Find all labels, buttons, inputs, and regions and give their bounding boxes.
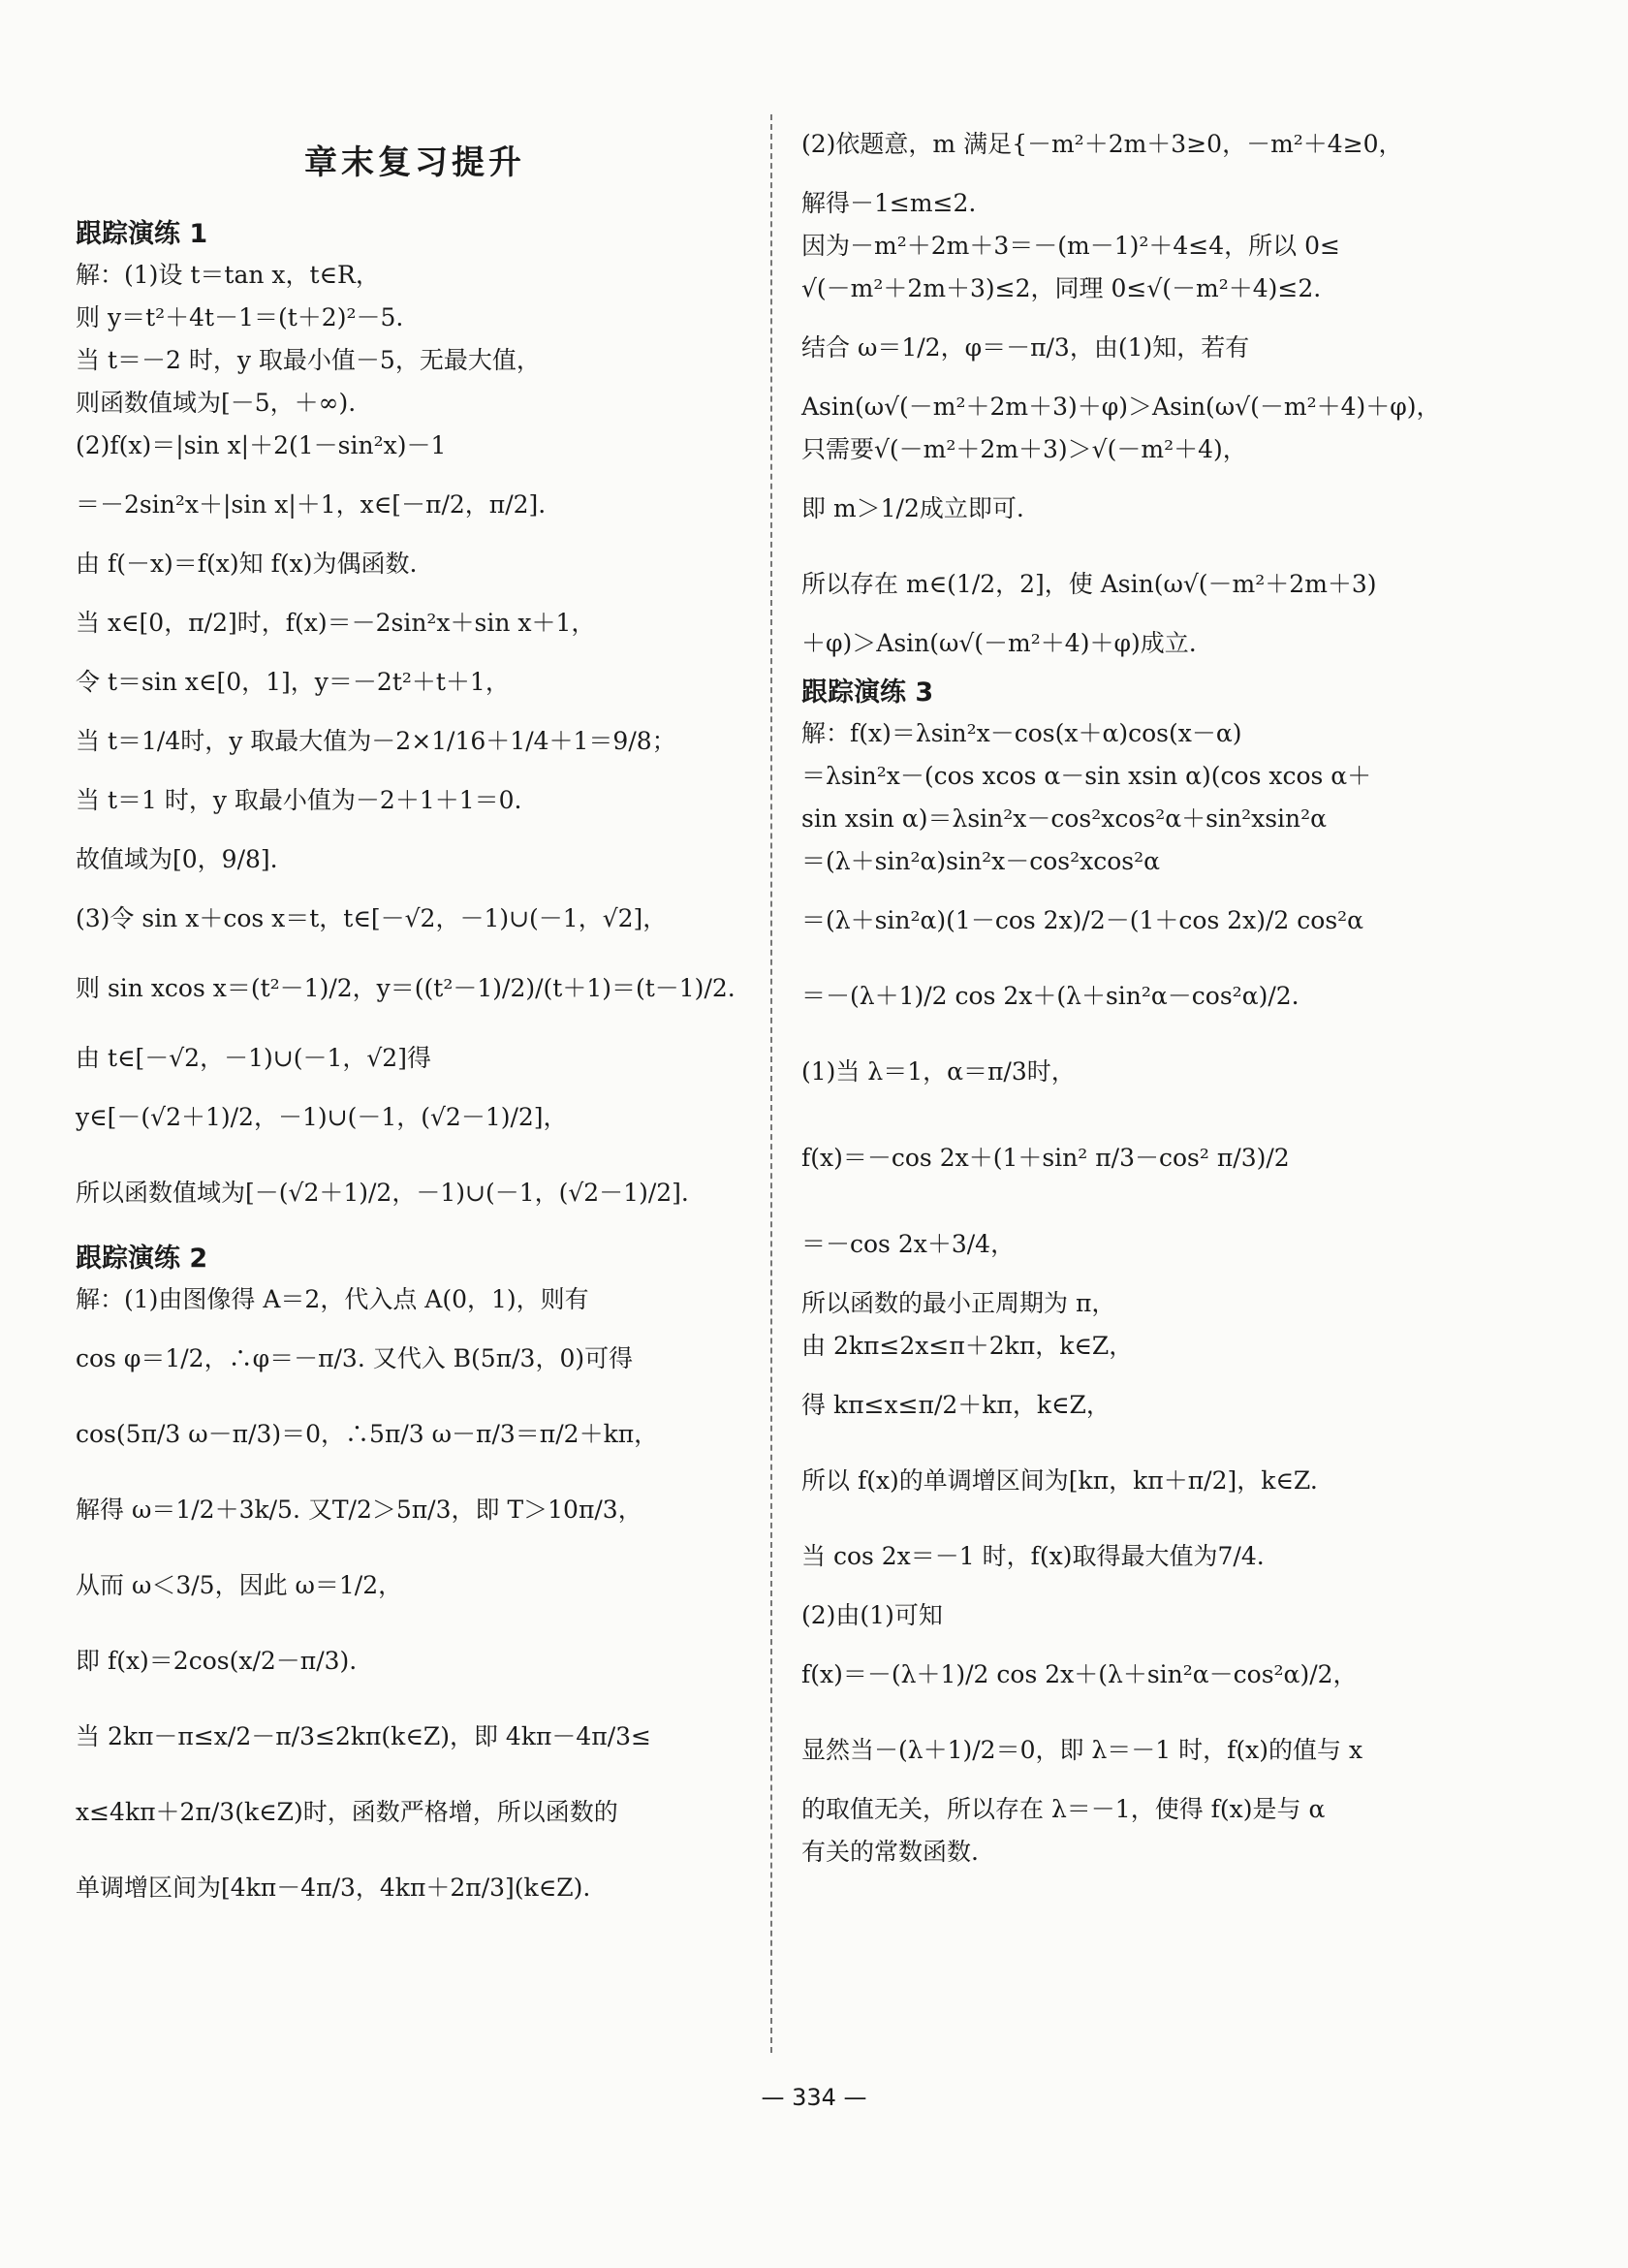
- text-line: 得 kπ≤x≤π/2＋kπ，k∈Z，: [801, 1391, 1111, 1419]
- text-line: 当 cos 2x＝－1 时，f(x)取得最大值为7/4.: [801, 1542, 1265, 1570]
- text-line: 结合 ω＝1/2，φ＝－π/3，由(1)知，若有: [801, 333, 1250, 362]
- text-line: 故值域为[0，9/8].: [76, 845, 278, 873]
- section-heading: 跟踪演练 2: [76, 1244, 208, 1274]
- text-line: ＝－cos 2x＋3/4，: [801, 1230, 1016, 1258]
- text-line: ＝λsin²x－(cos xcos α－sin xsin α)(cos xcos α＋: [801, 762, 1372, 790]
- section-heading: 跟踪演练 1: [76, 219, 208, 249]
- text-line: 所以 f(x)的单调增区间为[kπ，kπ＋π/2]，k∈Z.: [801, 1466, 1318, 1495]
- text-line: (2)f(x)＝|sin x|＋2(1－sin²x)－1: [76, 431, 447, 459]
- text-line: 解：(1)由图像得 A＝2，代入点 A(0，1)，则有: [76, 1285, 589, 1313]
- text-line: 即 f(x)＝2cos(x/2－π/3).: [76, 1647, 358, 1675]
- text-line: (1)当 λ＝1，α＝π/3时，: [801, 1057, 1076, 1086]
- text-line: cos φ＝1/2，∴φ＝－π/3. 又代入 B(5π/3，0)可得: [76, 1344, 634, 1372]
- text-line: y∈[－(√2＋1)/2，－1)∪(－1，(√2－1)/2]，: [76, 1103, 568, 1131]
- text-line: 当 x∈[0，π/2]时，f(x)＝－2sin²x＋sin x＋1，: [76, 609, 596, 637]
- text-line: sin xsin α)＝λsin²x－cos²xcos²α＋sin²xsin²α: [801, 804, 1328, 833]
- text-line: 显然当－(λ＋1)/2＝0，即 λ＝－1 时，f(x)的值与 x: [801, 1736, 1363, 1764]
- text-line: √(－m²＋2m＋3)≤2，同理 0≤√(－m²＋4)≤2.: [801, 274, 1322, 302]
- text-line: ＝－(λ＋1)/2 cos 2x＋(λ＋sin²α－cos²α)/2.: [801, 982, 1299, 1010]
- text-line: 即 m＞1/2成立即可.: [801, 494, 1024, 522]
- text-line: 因为－m²＋2m＋3＝－(m－1)²＋4≤4，所以 0≤: [801, 232, 1340, 260]
- text-line: 解：f(x)＝λsin²x－cos(x＋α)cos(x－α): [801, 719, 1242, 747]
- text-line: 解得 ω＝1/2＋3k/5. 又T/2＞5π/3，即 T＞10π/3，: [76, 1496, 642, 1524]
- text-line: 当 t＝1 时，y 取最小值为－2＋1＋1＝0.: [76, 786, 522, 814]
- text-line: 有关的常数函数.: [801, 1838, 979, 1866]
- column-divider: [770, 114, 772, 2053]
- text-line: 解：(1)设 t＝tan x，t∈R，: [76, 261, 380, 289]
- text-line: 所以存在 m∈(1/2，2]，使 Asin(ω√(－m²＋2m＋3): [801, 570, 1377, 598]
- left-column: [76, 107, 754, 1926]
- text-line: (2)依题意，m 满足{－m²＋2m＋3≥0，－m²＋4≥0，: [801, 130, 1403, 158]
- text-line: 只需要√(－m²＋2m＋3)＞√(－m²＋4)，: [801, 435, 1247, 463]
- text-line: 所以函数的最小正周期为 π，: [801, 1289, 1116, 1317]
- text-line: 单调增区间为[4kπ－4π/3，4kπ＋2π/3](k∈Z).: [76, 1874, 591, 1902]
- text-line: 由 2kπ≤2x≤π＋2kπ，k∈Z，: [801, 1332, 1134, 1360]
- text-line: 当 t＝1/4时，y 取最大值为－2×1/16＋1/4＋1＝9/8；: [76, 727, 676, 755]
- text-line: 由 f(－x)＝f(x)知 f(x)为偶函数.: [76, 550, 418, 578]
- text-line: (2)由(1)可知: [801, 1601, 943, 1629]
- text-line: Asin(ω√(－m²＋2m＋3)＋φ)＞Asin(ω√(－m²＋4)＋φ)，: [801, 393, 1441, 421]
- text-line: f(x)＝－cos 2x＋(1＋sin² π/3－cos² π/3)/2: [801, 1144, 1290, 1172]
- text-line: 则函数值域为[－5，＋∞).: [76, 389, 357, 417]
- page-title: 章末复习提升: [304, 143, 525, 182]
- text-line: 则 sin xcos x＝(t²－1)/2，y＝((t²－1)/2)/(t＋1)＝(t－1)/2.: [76, 974, 736, 1002]
- right-text: [801, 107, 1538, 1874]
- text-line: 当 2kπ－π≤x/2－π/3≤2kπ(k∈Z)，即 4kπ－4π/3≤: [76, 1722, 652, 1750]
- text-line: 所以函数值域为[－(√2＋1)/2，－1)∪(－1，(√2－1)/2].: [76, 1179, 689, 1207]
- text-line: ＝－2sin²x＋|sin x|＋1，x∈[－π/2，π/2].: [76, 490, 547, 519]
- text-line: 的取值无关，所以存在 λ＝－1，使得 f(x)是与 α: [801, 1795, 1326, 1823]
- text-line: f(x)＝－(λ＋1)/2 cos 2x＋(λ＋sin²α－cos²α)/2，: [801, 1660, 1358, 1688]
- text-line: (3)令 sin x＋cos x＝t，t∈[－√2，－1)∪(－1，√2]，: [76, 904, 668, 932]
- text-line: 解得－1≤m≤2.: [801, 189, 977, 217]
- text-line: 当 t＝－2 时，y 取最小值－5，无最大值，: [76, 346, 541, 374]
- section-heading: 跟踪演练 3: [801, 677, 934, 708]
- text-line: 令 t＝sin x∈[0，1]，y＝－2t²＋t＋1，: [76, 668, 510, 696]
- text-line: 由 t∈[－√2，－1)∪(－1，√2]得: [76, 1044, 431, 1072]
- page-number: — 334 —: [761, 2084, 867, 2111]
- text-line: ＝(λ＋sin²α)(1－cos 2x)/2－(1＋cos 2x)/2 cos²α: [801, 906, 1364, 934]
- text-line: cos(5π/3 ω－π/3)＝0，∴5π/3 ω－π/3＝π/2＋kπ，: [76, 1420, 659, 1448]
- text-line: 从而 ω＜3/5，因此 ω＝1/2，: [76, 1571, 403, 1599]
- text-line: 则 y＝t²＋4t－1＝(t＋2)²－5.: [76, 303, 404, 331]
- text-line: ＝(λ＋sin²α)sin²x－cos²xcos²α: [801, 847, 1161, 875]
- left-text: [76, 212, 754, 1926]
- right-column: [801, 107, 1538, 1874]
- text-line: ＋φ)＞Asin(ω√(－m²＋4)＋φ)成立.: [801, 629, 1197, 657]
- text-line: x≤4kπ＋2π/3(k∈Z)时，函数严格增，所以函数的: [76, 1798, 618, 1826]
